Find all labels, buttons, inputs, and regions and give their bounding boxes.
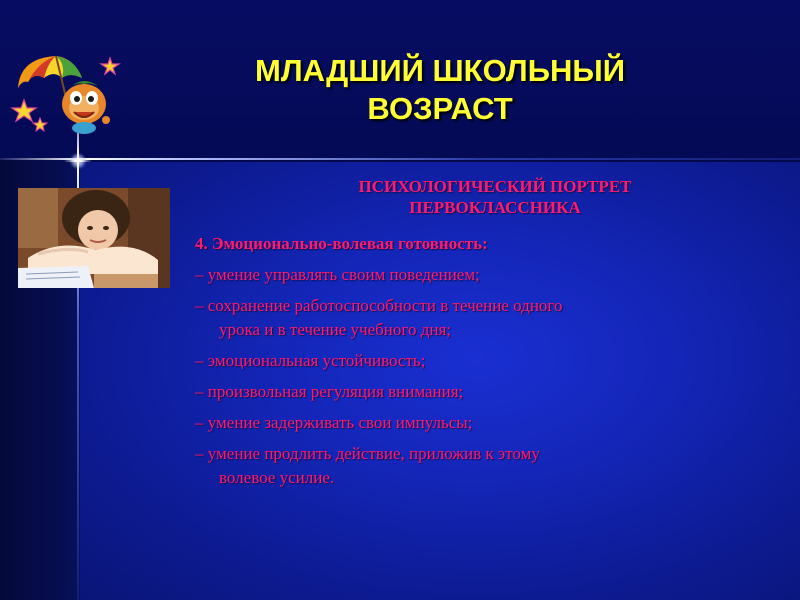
list-item-continuation: волевое усилие. [219,468,335,487]
list-item [195,294,775,342]
list-item [195,349,775,373]
list-item [195,411,775,435]
umbrella-mascot-icon [10,48,122,134]
list-item [195,380,775,404]
slide-subtitle [215,176,775,218]
sparkle-star-icon [64,147,92,175]
title-line-2: ВОЗРАСТ [367,91,513,126]
horizontal-divider [0,158,800,160]
list-item [195,263,775,287]
child-at-desk-photo [18,188,170,288]
list-item-continuation: урока и в течение учебного дня; [219,320,451,339]
list-item-text: – произвольная регуляция внимания; [195,382,464,401]
title-line-1: МЛАДШИЙ ШКОЛЬНЫЙ [255,53,625,88]
slide-content [195,176,775,497]
slide-title [150,52,730,128]
list-item-text: – умение управлять своим поведением; [195,265,480,284]
list-item-text: – умение задерживать свои импульсы; [195,413,473,432]
list-item-text: – умение продлить действие, приложив к этому [195,444,540,463]
subtitle-line-1: ПСИХОЛОГИЧЕСКИЙ ПОРТРЕТ [358,177,632,196]
list-item-text: – эмоциональная устойчивость; [195,351,426,370]
subtitle-line-2: ПЕРВОКЛАССНИКА [409,198,581,217]
list-item-text: – сохранение работоспособности в течение одного [195,296,563,315]
section-heading: 4. Эмоционально-волевая готовность: [195,234,488,253]
list-item [195,442,775,490]
